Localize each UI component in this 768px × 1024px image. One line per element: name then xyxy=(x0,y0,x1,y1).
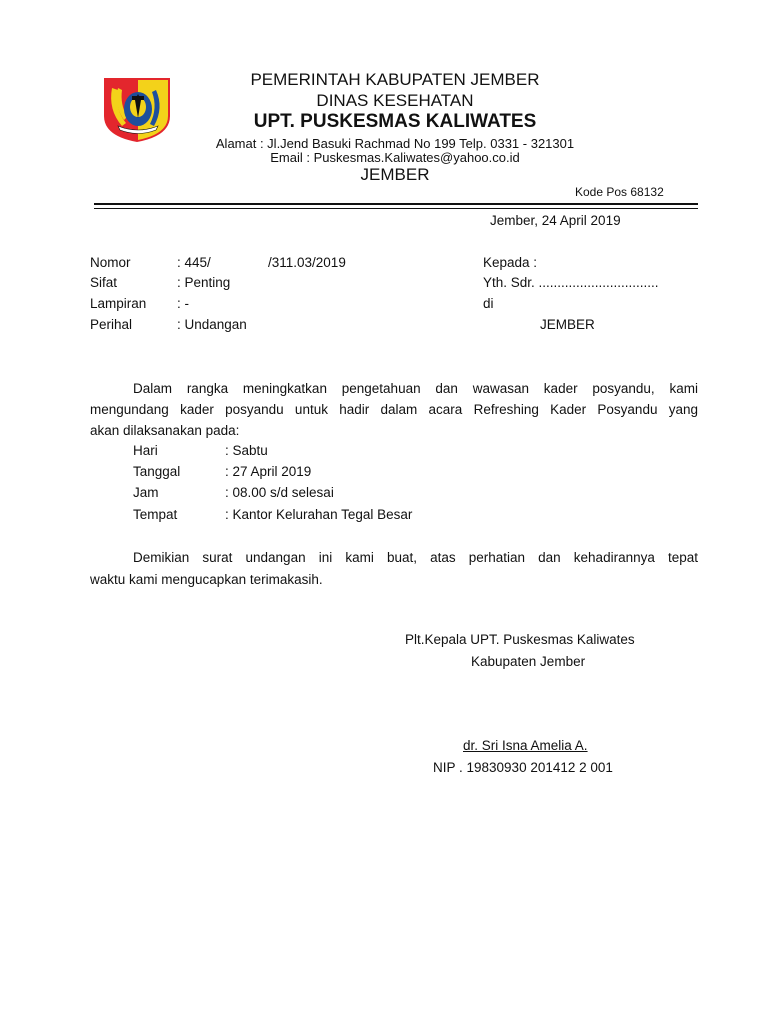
recipient-name: Yth. Sdr. ................................ xyxy=(483,275,659,290)
meta-label-nomor: Nomor xyxy=(90,255,131,270)
signatory-nip: NIP . 19830930 201412 2 001 xyxy=(433,760,613,775)
signature-subtitle: Kabupaten Jember xyxy=(471,654,586,669)
header-divider-thick xyxy=(94,203,698,205)
detail-value-hari: : Sabtu xyxy=(225,443,268,458)
meta-label-perihal: Perihal xyxy=(90,317,133,332)
recipient-di: di xyxy=(483,296,494,311)
recipient-kepada: Kepada : xyxy=(483,255,538,270)
detail-label-jam: Jam xyxy=(133,485,159,500)
meta-label-sifat: Sifat xyxy=(90,275,118,290)
body-paragraph-2-line-1: Demikian surat undangan ini kami buat, atas perhatian dan kehadirannya tepat xyxy=(133,550,698,565)
body-paragraph-1-line-2: mengundang kader posyandu untuk hadir dalam acara Refreshing Kader Posyandu yang xyxy=(90,402,698,417)
meta-value-perihal: : Undangan xyxy=(177,317,247,332)
meta-label-lampiran: Lampiran xyxy=(90,296,147,311)
meta-value-nomor-suffix: /311.03/2019 xyxy=(268,255,346,270)
header-email: Email : Puskesmas.Kaliwates@yahoo.co.id xyxy=(270,150,520,165)
jember-regency-logo xyxy=(98,74,176,144)
detail-value-tempat: : Kantor Kelurahan Tegal Besar xyxy=(225,507,413,522)
letter-date: Jember, 24 April 2019 xyxy=(490,213,621,228)
signature-title: Plt.Kepala UPT. Puskesmas Kaliwates xyxy=(405,632,635,647)
detail-label-hari: Hari xyxy=(133,443,158,458)
detail-label-tanggal: Tanggal xyxy=(133,464,181,479)
detail-value-tanggal: : 27 April 2019 xyxy=(225,464,312,479)
header-postal-code: Kode Pos 68132 xyxy=(575,185,664,199)
signatory-name: dr. Sri Isna Amelia A. xyxy=(463,738,588,753)
meta-value-lampiran: : - xyxy=(177,296,189,311)
body-paragraph-2-line-2: waktu kami mengucapkan terimakasih. xyxy=(90,572,323,587)
recipient-place: JEMBER xyxy=(540,317,595,332)
meta-value-sifat: : Penting xyxy=(177,275,231,290)
header-city: JEMBER xyxy=(360,165,430,184)
detail-label-tempat: Tempat xyxy=(133,507,178,522)
meta-value-nomor: : 445/ xyxy=(177,255,211,270)
header-department: DINAS KESEHATAN xyxy=(316,91,474,110)
header-institution: UPT. PUSKESMAS KALIWATES xyxy=(253,111,537,132)
header-government: PEMERINTAH KABUPATEN JEMBER xyxy=(250,70,540,89)
body-paragraph-1-line-1: Dalam rangka meningkatkan pengetahuan dan wawasan kader posyandu, kami xyxy=(133,381,698,396)
header-address: Alamat : Jl.Jend Basuki Rachmad No 199 Telp. 0331 - 321301 xyxy=(215,136,575,151)
body-paragraph-1-line-3: akan dilaksanakan pada: xyxy=(90,423,240,438)
header-divider-thin xyxy=(94,208,698,209)
detail-value-jam: : 08.00 s/d selesai xyxy=(225,485,334,500)
